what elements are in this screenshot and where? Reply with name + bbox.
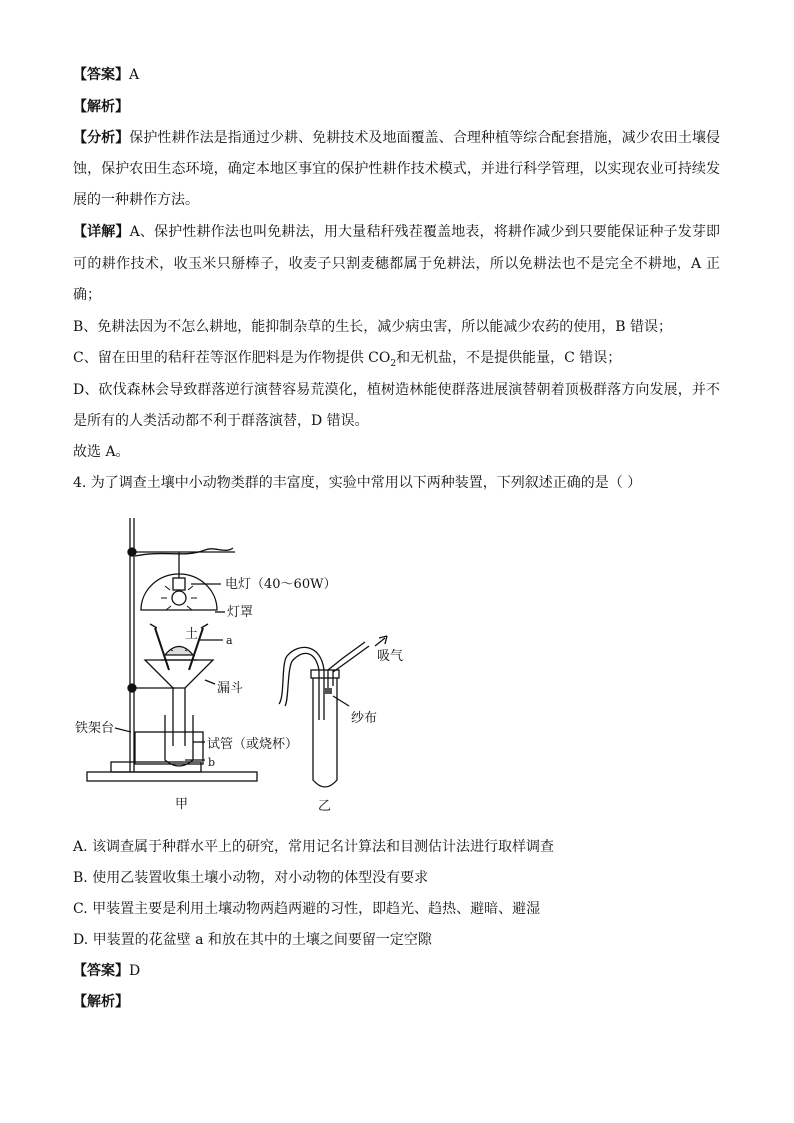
question-4-stem: 4. 为了调查土壤中小动物类群的丰富度，实验中常用以下两种装置，下列叙述正确的是（ ） bbox=[73, 475, 642, 491]
caption-jia: 甲 bbox=[175, 797, 189, 812]
clamp-joint-lower bbox=[128, 684, 136, 692]
label-a: a bbox=[226, 634, 233, 647]
test-tube bbox=[165, 715, 193, 766]
label-stand: 铁架台 bbox=[75, 721, 115, 736]
lamp-socket bbox=[173, 578, 185, 590]
option-c: C. 甲装置主要是利用土壤动物两趋两避的习性，即趋光、趋热、避暗、避湿 bbox=[73, 901, 541, 917]
lamp-bulb bbox=[172, 591, 186, 605]
suction-tube bbox=[328, 642, 369, 672]
label-gauze: 纱布 bbox=[351, 711, 378, 726]
intake-tube-outer bbox=[285, 653, 319, 706]
answer-line bbox=[73, 66, 723, 84]
answer-value-2: D bbox=[129, 963, 141, 979]
conclusion: 故选 A。 bbox=[73, 444, 130, 460]
xiangjie-line-b: B、免耕法因为不怎么耕地，能抑制杂草的生长，减少病虫害，所以能减少农药的使用，B 错误； bbox=[73, 319, 673, 335]
apparatus-figure bbox=[75, 510, 435, 820]
xiangjie-line-d1: D、砍伐森林会导致群落逆行演替容易荒漠化，植树造林能使群落进展演替朝着顶极群落方向发展，并不 bbox=[73, 382, 720, 398]
fenxi-text-1: 保护性耕作法是指通过少耕、免耕技术及地面覆盖、合理种植等综合配套措施，减少农田土壤侵 bbox=[129, 130, 721, 146]
label-funnel: 漏斗 bbox=[217, 681, 244, 696]
clamp-joint-upper bbox=[128, 548, 136, 556]
caption-yi: 乙 bbox=[318, 799, 332, 814]
answer-value: A bbox=[129, 67, 140, 83]
line-c-after: 和无机盐，不是提供能量，C 错误； bbox=[396, 350, 622, 366]
xiangjie-text-1: A、保护性耕作法也叫免耕法，用大量秸秆残茬覆盖地表，将耕作减少到只要能保证种子发芽即 bbox=[129, 224, 721, 240]
option-d: D. 甲装置的花盆壁 a 和放在其中的土壤之间要留一定空隙 bbox=[73, 932, 432, 948]
analysis-heading-2: 【解析】 bbox=[73, 994, 129, 1010]
gauze-patch bbox=[324, 688, 332, 694]
co2-subscript: 2 bbox=[390, 358, 397, 369]
line-c-before: C、留在田里的秸秆茬等沤作肥料是为作物提供 CO bbox=[73, 350, 391, 366]
label-b: b bbox=[208, 756, 216, 769]
label-shade: 灯罩 bbox=[227, 605, 254, 620]
aspirator-tube bbox=[313, 678, 337, 787]
suction-arrow-shaft bbox=[375, 638, 385, 646]
label-soil: 土 bbox=[185, 627, 199, 642]
label-suck: 吸气 bbox=[377, 649, 404, 664]
option-a: A. 该调查属于种群水平上的研究，常用记名计算法和目测估计法进行取样调查 bbox=[73, 839, 555, 855]
xiangjie-line-1 bbox=[73, 223, 720, 241]
label-tube: 试管（或烧杯） bbox=[207, 737, 299, 752]
analysis-heading: 【解析】 bbox=[73, 99, 129, 115]
xiangjie-line-d2: 是所有的人类活动都不利于群落演替，D 错误。 bbox=[73, 413, 369, 429]
xiangjie-label: 【详解】 bbox=[73, 224, 130, 240]
label-lamp: 电灯（40～60W） bbox=[225, 577, 337, 592]
xiangjie-line-2: 可的耕作技术，收玉米只掰棒子，收麦子只割麦穗都属于免耕法，所以免耕法也不是完全不耕地，A 正 bbox=[73, 256, 720, 272]
option-b: B. 使用乙装置收集土壤小动物，对小动物的体型没有要求 bbox=[73, 870, 429, 886]
xiangjie-line-3: 确； bbox=[73, 287, 101, 303]
answer-label: 【答案】 bbox=[73, 67, 129, 83]
soil-mound bbox=[165, 647, 193, 656]
funnel-stem bbox=[173, 688, 185, 746]
answer-label-2: 【答案】 bbox=[73, 963, 129, 979]
fenxi-line-2: 蚀，保护农田生态环境，确定本地区事宜的保护性耕作技术模式，并进行科学管理，以实现农业可持续发 bbox=[73, 161, 720, 177]
stand-base bbox=[87, 772, 257, 781]
funnel bbox=[145, 660, 213, 688]
xiangjie-line-c bbox=[73, 349, 723, 367]
fenxi-line-1 bbox=[73, 129, 720, 147]
answer-line-2 bbox=[73, 962, 723, 980]
fenxi-label: 【分析】 bbox=[73, 130, 130, 146]
fenxi-line-3: 展的一种耕作方法。 bbox=[73, 192, 199, 208]
